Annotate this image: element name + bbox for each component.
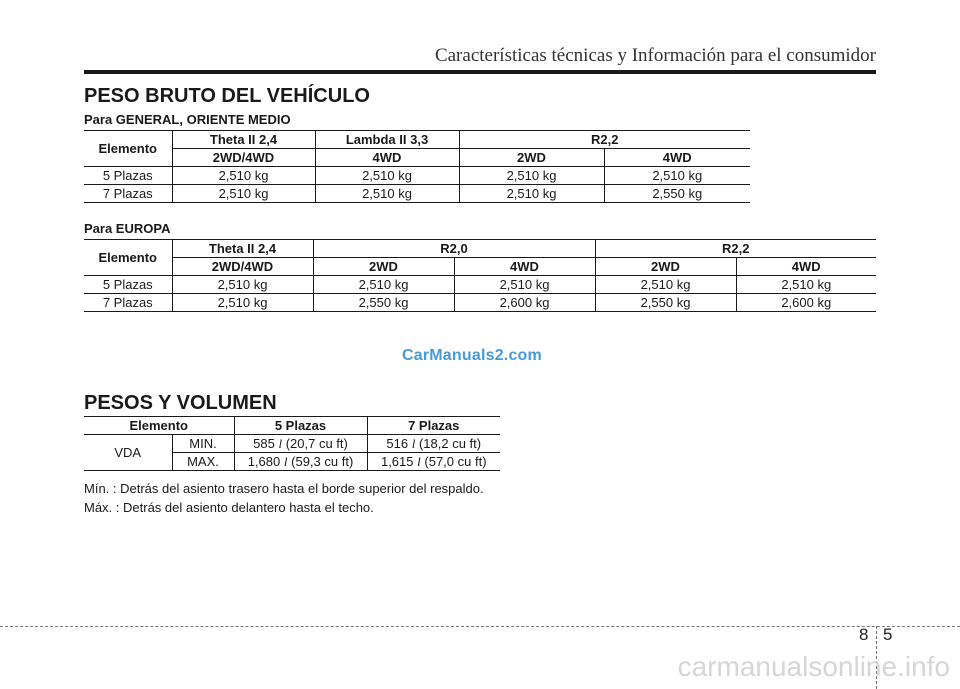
chapter-header-title: Características técnicas y Información para el consumidor [434, 45, 876, 66]
table-header-cell: 5 Plazas [234, 417, 367, 435]
table-cell: 7 Plazas [84, 185, 172, 203]
table-cell: 5 Plazas [84, 167, 172, 185]
table-cell [234, 453, 367, 471]
table-cell: 2,600 kg [454, 294, 595, 312]
gross-weight-table-europe [84, 239, 876, 312]
table-header-cell: 2WD/4WD [172, 149, 315, 167]
table-row [84, 167, 750, 185]
table-cell: 2,510 kg [315, 167, 459, 185]
volume-value: 1,615 [380, 453, 414, 469]
page-number: 5 [883, 625, 893, 644]
table-cell: 2,510 kg [459, 185, 604, 203]
table-header-cell: Elemento [84, 240, 172, 276]
table-header-cell: 4WD [736, 258, 876, 276]
table-header-cell: 2WD [313, 258, 454, 276]
table1-subtitle: Para GENERAL, ORIENTE MEDIO [84, 112, 291, 127]
table-header-cell: R2,0 [313, 240, 595, 258]
table-header-row [84, 131, 750, 149]
table-cell: 7 Plazas [84, 294, 172, 312]
table-cell: MIN. [172, 435, 234, 453]
table-cell: 2,550 kg [604, 185, 750, 203]
table-cell: 2,510 kg [172, 185, 315, 203]
table-cell: 5 Plazas [84, 276, 172, 294]
footer-divider [0, 626, 960, 627]
liter-symbol: l [278, 435, 283, 451]
table-header-cell: Theta II 2,4 [172, 131, 315, 149]
table2-subtitle: Para EUROPA [84, 221, 171, 236]
table-header-cell: R2,2 [459, 131, 750, 149]
table-header-row [84, 240, 876, 258]
table-cell: 2,510 kg [604, 167, 750, 185]
table-row [84, 276, 876, 294]
volume-value: 516 [386, 435, 409, 451]
table-cell: 2,510 kg [172, 276, 313, 294]
liter-symbol: l [283, 453, 288, 469]
gross-weight-table-general [84, 130, 750, 203]
table-row [84, 185, 750, 203]
table-cell: 2,600 kg [736, 294, 876, 312]
table-header-cell: 2WD [459, 149, 604, 167]
volume-value: 585 [253, 435, 275, 451]
table-cell: 2,510 kg [172, 294, 313, 312]
table-header-row [84, 258, 876, 276]
table-cell [367, 453, 500, 471]
carmanuals-watermark-link[interactable]: CarManuals2.com [402, 347, 542, 364]
volume-cuft: (59,3 cu ft) [291, 453, 354, 469]
table-cell: 2,510 kg [736, 276, 876, 294]
table-header-cell: 4WD [604, 149, 750, 167]
note-min: Mín. : Detrás del asiento trasero hasta el borde superior del respaldo. [84, 481, 484, 496]
table-header-cell: Elemento [84, 131, 172, 167]
table-header-cell: 4WD [454, 258, 595, 276]
table-cell: 2,510 kg [454, 276, 595, 294]
volume-cuft: (57,0 cu ft) [424, 453, 487, 469]
weights-volume-table [84, 416, 500, 471]
page-chapter-number: 8 [859, 625, 869, 644]
liter-symbol: l [411, 435, 416, 451]
table-cell: 2,510 kg [315, 185, 459, 203]
volume-cuft: (20,7 cu ft) [285, 435, 348, 451]
table-row [84, 294, 876, 312]
table-cell: MAX. [172, 453, 234, 471]
table-header-cell: 2WD/4WD [172, 258, 313, 276]
table-cell: VDA [84, 435, 172, 471]
header-rule [84, 70, 876, 74]
table-cell: 2,510 kg [459, 167, 604, 185]
table-header-cell: Lambda II 3,3 [315, 131, 459, 149]
section-title-gross-weight: PESO BRUTO DEL VEHÍCULO [84, 85, 370, 107]
table-header-cell: R2,2 [595, 240, 876, 258]
table-header-cell: 7 Plazas [367, 417, 500, 435]
table-cell: 2,510 kg [595, 276, 736, 294]
table-cell: 2,550 kg [313, 294, 454, 312]
table-cell: 2,550 kg [595, 294, 736, 312]
table-cell: 2,510 kg [172, 167, 315, 185]
table-header-cell: Theta II 2,4 [172, 240, 313, 258]
volume-value: 1,680 [247, 453, 281, 469]
table-header-row [84, 149, 750, 167]
table-header-cell: 4WD [315, 149, 459, 167]
volume-cuft: (18,2 cu ft) [418, 435, 482, 451]
table-cell: 2,510 kg [313, 276, 454, 294]
note-max: Máx. : Detrás del asiento delantero hasta el techo. [84, 500, 374, 515]
table-header-cell: Elemento [84, 417, 234, 435]
section-title-weights-volume: PESOS Y VOLUMEN [84, 392, 277, 414]
table-header-cell: 2WD [595, 258, 736, 276]
footer-watermark: carmanualsonline.info [677, 651, 950, 682]
table-cell [367, 435, 500, 453]
liter-symbol: l [417, 453, 421, 469]
table-header-row [84, 417, 500, 435]
table-row [84, 435, 500, 453]
table-cell [234, 435, 367, 453]
